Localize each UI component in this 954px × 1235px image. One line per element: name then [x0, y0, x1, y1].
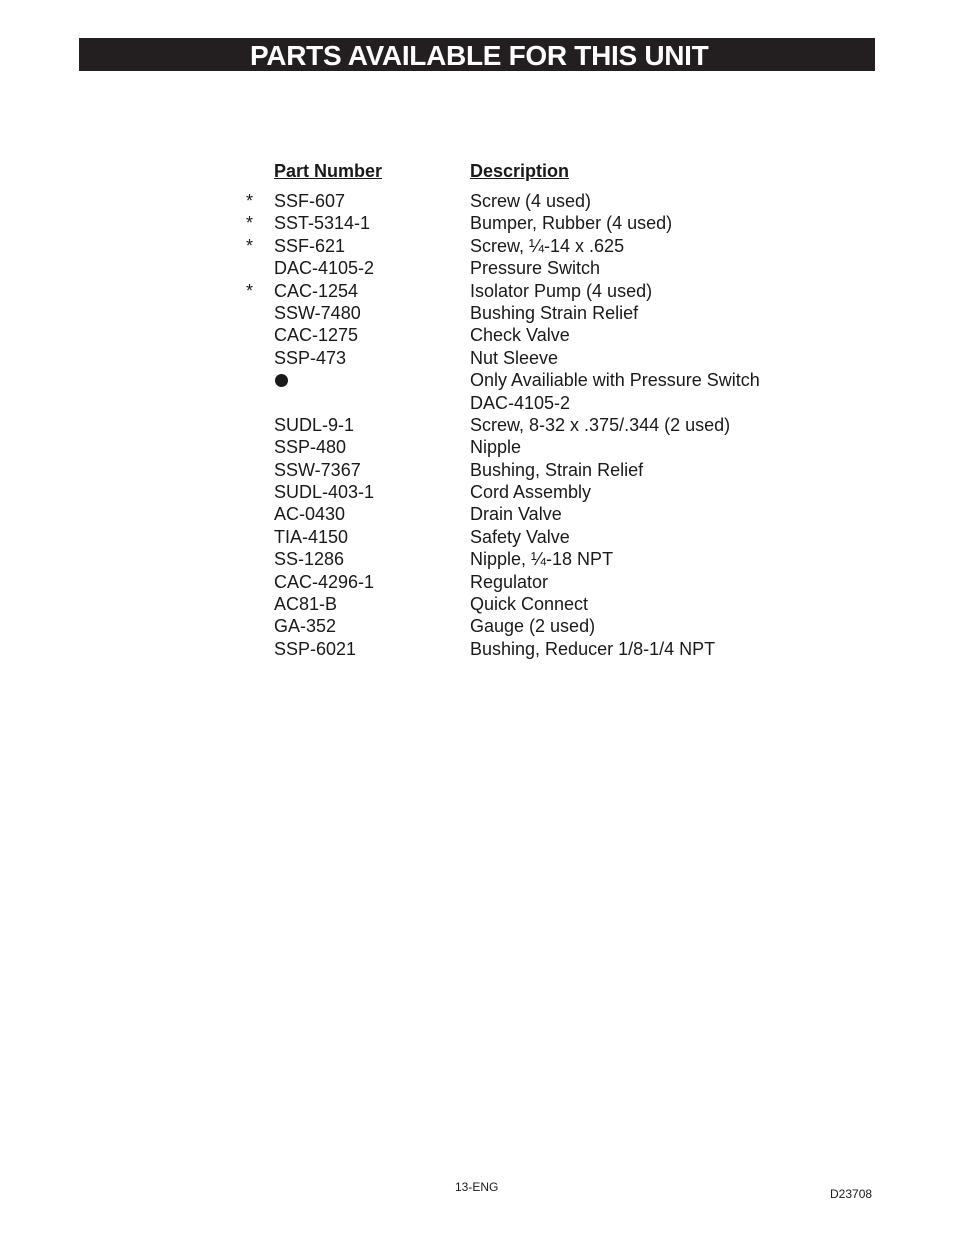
part-description: Screw, 8-32 x .375/.344 (2 used) — [470, 414, 731, 435]
table-row — [240, 414, 800, 436]
table-row — [240, 257, 800, 279]
table-row — [240, 392, 800, 414]
asterisk-mark: * — [246, 280, 254, 301]
part-number: SUDL-403-1 — [274, 482, 375, 503]
table-row — [240, 280, 800, 302]
table-row — [240, 436, 800, 458]
part-description: Check Valve — [470, 325, 570, 346]
part-number: DAC-4105-2 — [274, 258, 375, 279]
part-description: Nipple, ¼-18 NPT — [470, 549, 614, 570]
part-number: CAC-1275 — [274, 325, 359, 346]
parts-rows — [240, 190, 800, 660]
part-description: Bushing, Strain Relief — [470, 459, 644, 480]
part-description: DAC-4105-2 — [470, 392, 571, 413]
part-description: Bushing, Reducer 1/8-1/4 NPT — [470, 638, 716, 659]
part-description: Screw, ¼-14 x .625 — [470, 235, 625, 256]
part-description: Isolator Pump (4 used) — [470, 280, 653, 301]
table-row — [240, 615, 800, 637]
table-row — [240, 503, 800, 525]
part-description: Cord Assembly — [470, 482, 592, 503]
part-number: AC-0430 — [274, 504, 346, 525]
page-number: 13-ENG — [455, 1180, 499, 1194]
table-row — [240, 324, 800, 346]
part-description: Nut Sleeve — [470, 347, 559, 368]
part-number: SS-1286 — [274, 549, 345, 570]
asterisk-mark: * — [246, 235, 254, 256]
table-row — [240, 190, 800, 212]
part-description: Only Availiable with Pressure Switch — [470, 370, 760, 391]
table-row — [240, 481, 800, 503]
part-number: CAC-1254 — [274, 280, 359, 301]
asterisk-mark: * — [246, 191, 254, 211]
table-row — [240, 347, 800, 369]
part-number: SSP-480 — [274, 437, 347, 458]
part-description: Safety Valve — [470, 526, 570, 547]
part-description: Bushing Strain Relief — [470, 302, 639, 323]
part-number: SSW-7367 — [274, 459, 361, 480]
table-row — [240, 593, 800, 615]
part-number: SSF-607 — [274, 191, 346, 211]
part-number: SSP-473 — [274, 347, 347, 368]
table-row — [240, 369, 800, 391]
part-number: CAC-4296-1 — [274, 571, 375, 592]
part-number: SSF-621 — [274, 235, 346, 256]
part-description: Screw (4 used) — [470, 191, 592, 211]
table-row — [240, 571, 800, 593]
part-description: Quick Connect — [470, 594, 589, 615]
part-number: SSW-7480 — [274, 302, 361, 323]
table-row — [240, 638, 800, 660]
document-code: D23708 — [830, 1187, 873, 1201]
part-description: Nipple — [470, 437, 522, 458]
part-description: Drain Valve — [470, 504, 562, 525]
table-row — [240, 212, 800, 234]
table-row — [240, 459, 800, 481]
bullet-dot-icon — [275, 374, 288, 387]
page-title: PARTS AVAILABLE FOR THIS UNIT — [250, 40, 709, 71]
part-description: Bumper, Rubber (4 used) — [470, 213, 673, 234]
table-row — [240, 302, 800, 324]
part-number: TIA-4150 — [274, 526, 349, 547]
part-number: SST-5314-1 — [274, 213, 371, 234]
part-number: GA-352 — [274, 616, 337, 637]
part-description: Regulator — [470, 571, 549, 592]
column-header-part-number: Part Number — [274, 161, 383, 181]
part-number: SSP-6021 — [274, 638, 357, 659]
title-bar — [79, 38, 875, 71]
part-number: SUDL-9-1 — [274, 414, 355, 435]
table-row — [240, 526, 800, 548]
part-description: Pressure Switch — [470, 258, 601, 279]
table-row — [240, 548, 800, 570]
part-description: Gauge (2 used) — [470, 616, 596, 637]
asterisk-mark: * — [246, 213, 254, 234]
column-header-description: Description — [470, 161, 570, 181]
part-number: AC81-B — [274, 594, 338, 615]
table-row — [240, 235, 800, 257]
